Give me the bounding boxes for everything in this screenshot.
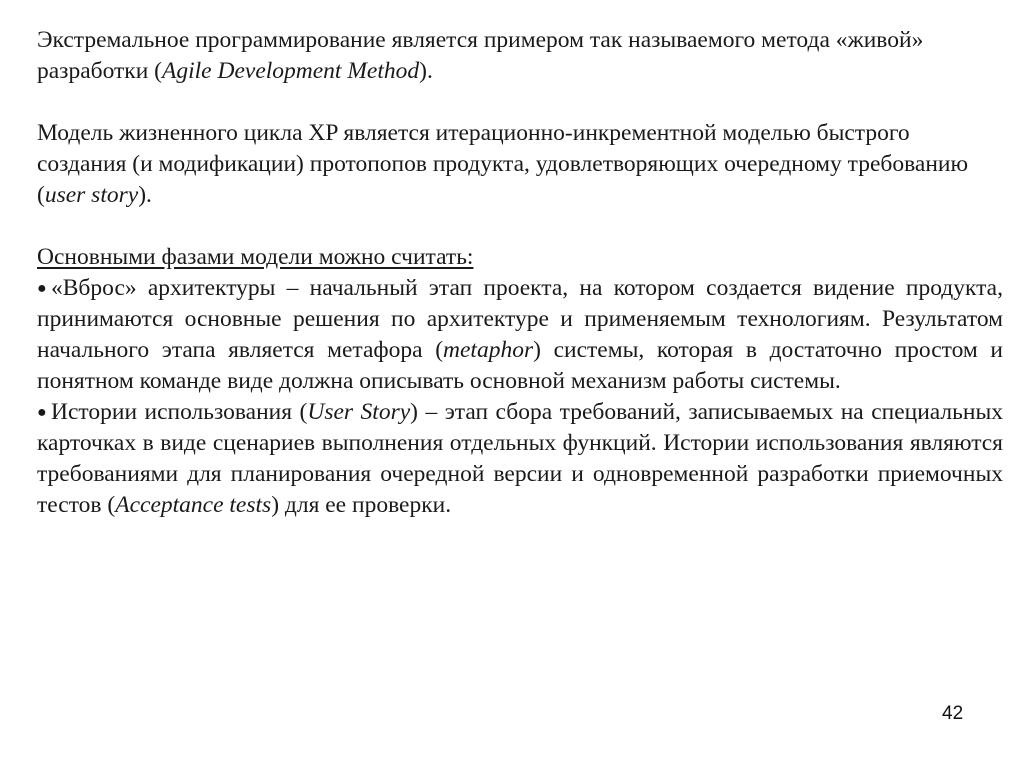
bullet-italic-term: User Story (307, 399, 411, 425)
intro-text: Экстремальное программирование является примером так называемого метода «живой» разработки ( (37, 27, 924, 84)
model-text-end: ). (138, 182, 152, 208)
intro-text-end: ). (419, 58, 433, 84)
model-paragraph (37, 118, 1003, 211)
bullet-text: Истории использования ( (51, 399, 308, 425)
bullet-item-architecture (37, 273, 1003, 397)
bullet-text: ) системы, которая в достаточно простом и понятном команде виде должна описывать основной механизм работы системы. (37, 337, 1004, 394)
spacer (37, 211, 1003, 242)
slide-content (37, 25, 1003, 521)
intro-paragraph (37, 25, 1003, 87)
page-number: 42 (942, 703, 964, 724)
model-text: Модель жизненного цикла XP является итерационно-инкрементной моделью быстрого создания (и модификации) протопопов продукта, удовлетворяющих очередному требованию ( (37, 120, 969, 208)
bullet-italic-term: metaphor (443, 337, 534, 363)
bullet-italic-term: Acceptance tests (115, 492, 272, 518)
bullet-text: ) для ее проверки. (271, 492, 452, 518)
model-italic-term: user story (44, 182, 139, 208)
phases-heading: Основными фазами модели можно считать: (37, 244, 474, 270)
bullet-icon: ● (37, 280, 47, 297)
bullet-text: «Вброс» архитектуры – начальный этап проекта, на котором создается видение продукта, принимаются основные решения по архитектуре и применяемым технологиям. Результатом начального этапа является метафора ( (37, 275, 1003, 363)
bullet-text: ) – этап сбора требований, записываемых на специальных карточках в виде сценариев выполнения отдельных функций. Истории использования являются требованиями для планирования очередной версии и одновременной разработки приемочных тестов ( (37, 399, 1003, 518)
spacer (37, 87, 1003, 118)
intro-italic-term: Agile Development Method (162, 58, 420, 84)
bullet-icon: ● (37, 404, 47, 421)
bullet-item-user-stories (37, 397, 1003, 521)
